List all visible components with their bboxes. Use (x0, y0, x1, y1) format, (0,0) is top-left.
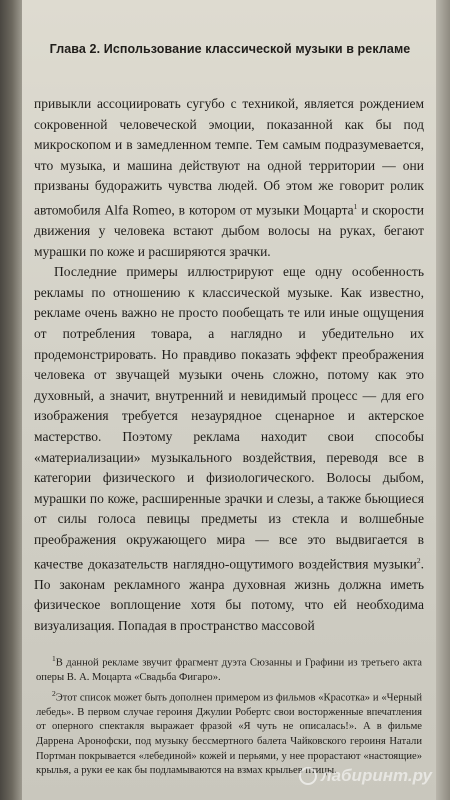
footnote-2-marker: 2 (52, 688, 56, 698)
book-spine-shadow (0, 0, 22, 800)
chapter-header: Глава 2. Использование классической музыки в рекламе (49, 42, 411, 56)
labirint-logo-icon (299, 767, 317, 785)
footnote-1-text: В данной рекламе звучит фрагмент дуэта Сюзанны и Графини из третьего акта оперы В. А. Моцарта «Свадьба Фигаро». (36, 657, 422, 684)
footnote-2-text: Этот список может быть дополнен примером из фильмов «Красотка» и «Черный лебедь». В первом случае героиня Джулии Робертс свои восторженные впечатления от оперного спектакля выражает фразой «Я чуть не описалась!». А в фильме Даррена Аронофски, под музыку бессмертного балета Чайковского героиня Натали Портман покрывается «лебединой» кожей и перьями, у нее прорастают «настоящие» крылья, а руки ее как бы подламываются на взмах крыльев птицы. (36, 692, 422, 777)
footnote-1-marker: 1 (52, 654, 56, 663)
footnote-marker-2: 2 (416, 555, 421, 565)
paragraph-2 (34, 262, 424, 636)
paragraph-1-text-b: и скорости движения у человека встают дыбом волосы на руках, бегают мурашки по коже и расширяются зрачки. (34, 202, 424, 259)
paragraph-1 (34, 94, 424, 262)
body-text (34, 94, 424, 636)
footnote-1 (36, 652, 422, 686)
footnote-marker-1: 1 (353, 201, 358, 211)
footnotes (36, 652, 422, 780)
paragraph-2-text-a: Последние примеры иллюстрируют еще одну особенность рекламы по отношению к классической музыке. Как известно, рекламе очень важно не просто пообещать те или иные ощущения от потребления товара, а наглядно и убедительно их продемонстрировать. Но правдиво показать эффект преображения человека от звучащей музыки очень сложно, потому как это духовный, а значит, внутренний и невидимый процесс — для его изображения требуется незаурядное сценарное и актерское мастерство. Поэтому реклама находит свои способы «материализации» музыкального воздействия, переводя все в категории физического и физиологического. Волосы дыбом, мурашки по коже, расширенные зрачки и слезы, а также бьющиеся от силы голоса певицы предметы из стекла и волшебные преображения окружающего мира — все это выдвигается в качестве доказательств наглядно-ощутимого воздействия музыки (34, 264, 424, 572)
watermark-text: лабиринт.ру (321, 766, 432, 785)
paragraph-1-text-a: привыкли ассоциировать сугубо с техникой, является рождением сокровенной человеческой эмоции, показанной как бы под микроскопом и в замедленном темпе. Тем самым подразумевается, что музыка, и машина действуют на одной территории — они призваны будоражить чувства людей. Об этом же говорит ролик автомобиля Alfa Romeo, в котором от музыки Моцарта (34, 96, 424, 218)
paragraph-2-text-b: . По законам рекламного жанра духовная жизнь должна иметь физическое воплощение хотя бы потому, что ей необходима визуализация. Попадая в пространство массовой (34, 556, 424, 633)
footnote-2 (36, 687, 422, 779)
watermark (299, 766, 432, 786)
page-edge (436, 0, 450, 800)
